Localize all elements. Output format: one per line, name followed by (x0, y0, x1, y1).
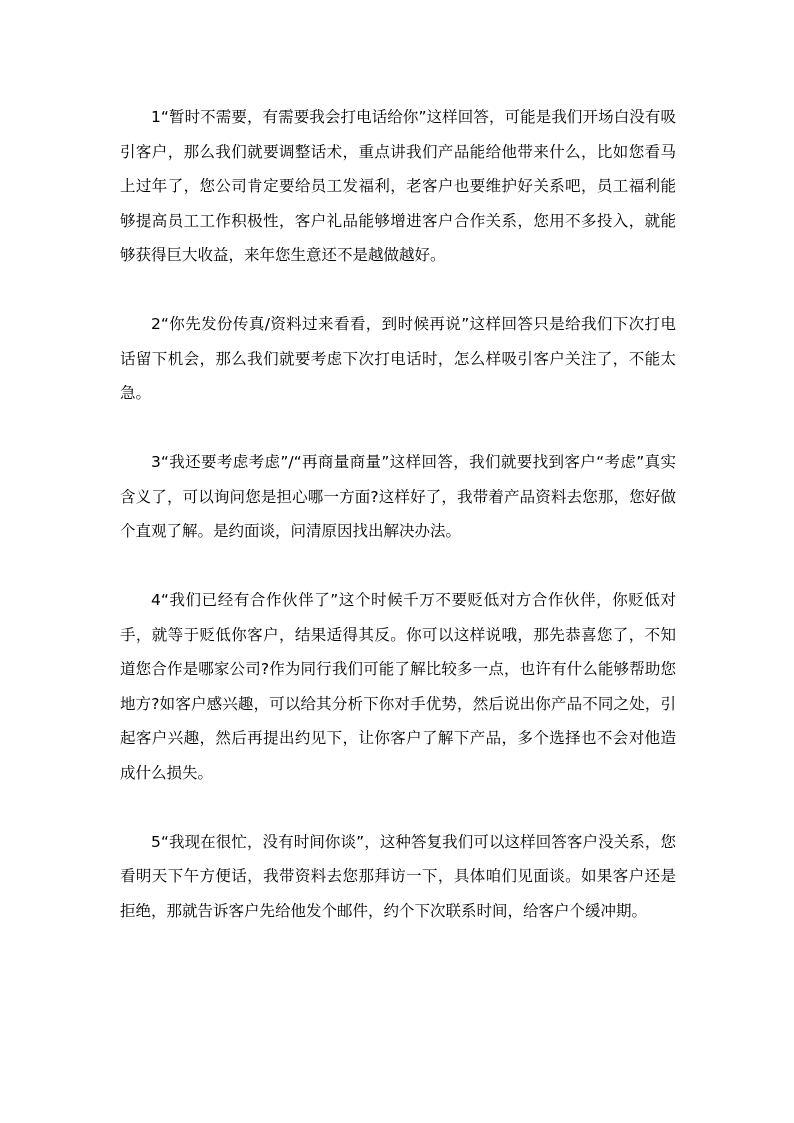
paragraph-2: 2“你先发份传真/资料过来看看，到时候再说”这样回答只是给我们下次打电话留下机会，那么我们就要考虑下次打电话时，怎么样吸引客户关注了，不能太急。 (120, 315, 676, 402)
paragraph-5: 5“我现在很忙，没有时间你谈”，这种答复我们可以这样回答客户没关系，您看明天下午方便话，我带资料去您那拜访一下，具体咱们见面谈。如果客户还是拒绝，那就告诉客户先给他发个邮件，约个下次联系时间，给客户个缓冲期。 (120, 832, 676, 920)
paragraph-4: 4“我们已经有合作伙伴了”这个时候千万不要贬低对方合作伙伴，你贬低对手，就等于贬低你客户，结果适得其反。你可以这样说哦，那先恭喜您了，不知道您合作是哪家公司?作为同行我们可能了解比较多一点，也许有什么能够帮助您地方?如客户感兴趣，可以给其分析下你对手优势，然后说出你产品不同之处，引起客户兴趣，然后再提出约见下，让你客户了解下产品，多个选择也不会对他造成什么损失。 (120, 591, 676, 782)
document-page (120, 100, 676, 963)
paragraph-3: 3“我还要考虑考虑”/“再商量商量”这样回答，我们就要找到客户“考虑”真实含义了，可以询问您是担心哪一方面?这样好了，我带着产品资料去您那，您好做个直观了解。是约面谈，问清原因找出解决办法。 (120, 453, 676, 540)
paragraph-1: 1“暂时不需要，有需要我会打电话给你”这样回答，可能是我们开场白没有吸引客户，那么我们就要调整话术，重点讲我们产品能给他带来什么，比如您看马上过年了，您公司肯定要给员工发福利，老客户也要维护好关系吧，员工福利能够提高员工工作积极性，客户礼品能够增进客户合作关系，您用不多投入，就能够获得巨大收益，来年您生意还不是越做越好。 (120, 108, 676, 264)
